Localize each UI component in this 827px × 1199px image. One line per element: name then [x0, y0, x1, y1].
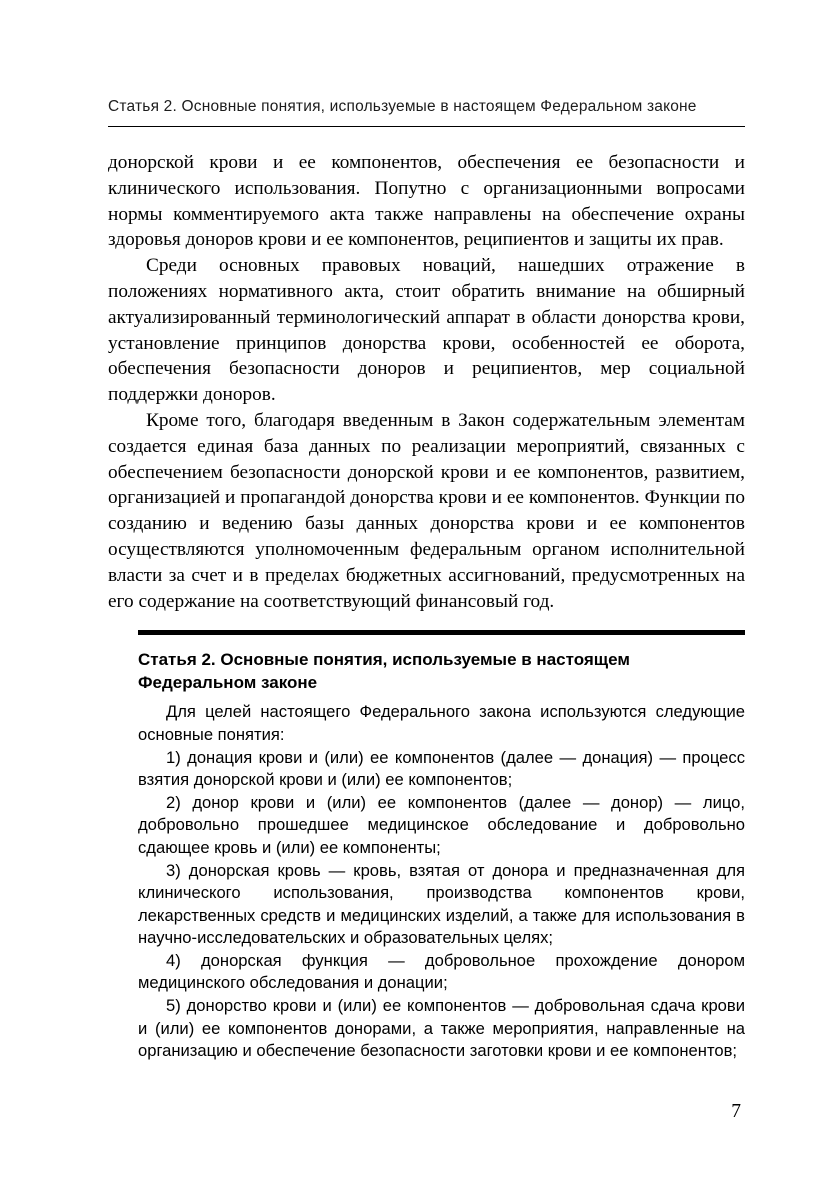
law-intro-paragraph: Для целей настоящего Федерального закона используются следующие основные понятия:	[138, 702, 745, 744]
commentary-paragraph: Среди основных правовых новаций, нашедших отражение в положениях нормативного акта, стоит обратить внимание на обширный актуализированный терминологический аппарат в области донорства крови, установление принципов донорства крови, особенностей ее оборота, обеспечения безопасности доноров и реципиентов, мер социальной поддержки доноров.	[108, 255, 745, 406]
page-number: 7	[731, 1101, 741, 1122]
commentary-paragraph: Кроме того, благодаря введенным в Закон содержательным элементам создается единая база данных по реализации мероприятий, связанных с обеспечением безопасности донорской крови и ее компонентов, развитием, организацией и пропагандой донорства крови и ее компонентов. Функции по созданию и ведению базы данных донорства крови и ее компонентов осуществляются уполномоченным федеральным органом исполнительной власти за счет и в пределах бюджетных ассигнований, предусмотренных на его содержание на соответствующий финансовый год.	[108, 409, 745, 612]
header-divider	[108, 126, 745, 127]
law-item-5: 5) донорство крови и (или) ее компонентов — добровольная сдача крови и (или) ее компонентов донорами, а также мероприятия, направленные на организацию и обеспечение безопасности заготовки крови и ее компонентов;	[138, 996, 745, 1061]
commentary-paragraph: донорской крови и ее компонентов, обеспечения ее безопасности и клинического использования. Попутно с организационными вопросами нормы комментируемого акта также направлены на обеспечение охраны здоровья доноров крови и ее компонентов, реципиентов и защиты их прав.	[108, 152, 745, 251]
law-item-1: 1) донация крови и (или) ее компонентов (далее — донация) — процесс взятия донорской крови и (или) ее компонентов;	[138, 747, 745, 790]
law-article-heading: Статья 2. Основные понятия, используемые в настоящем Федеральном законе	[138, 650, 630, 693]
law-item-2: 2) донор крови и (или) ее компонентов (далее — донор) — лицо, добровольно прошедшее медицинское обследование и добровольно сдающее кровь и (или) ее компоненты;	[138, 792, 745, 857]
law-text-block	[138, 630, 745, 1063]
page-body	[108, 150, 745, 1063]
law-item-3: 3) донорская кровь — кровь, взятая от донора и предназначенная для клинического использования, производства компонентов крови, лекарственных средств и медицинских изделий, а также для использования в научно-исследовательских и образовательных целях;	[138, 860, 745, 948]
law-block-divider	[138, 630, 745, 635]
law-item-4: 4) донорская функция — добровольное прохождение донором медицинского обследования и донации;	[138, 950, 745, 993]
running-head: Статья 2. Основные понятия, используемые в настоящем Федеральном законе	[108, 98, 697, 115]
